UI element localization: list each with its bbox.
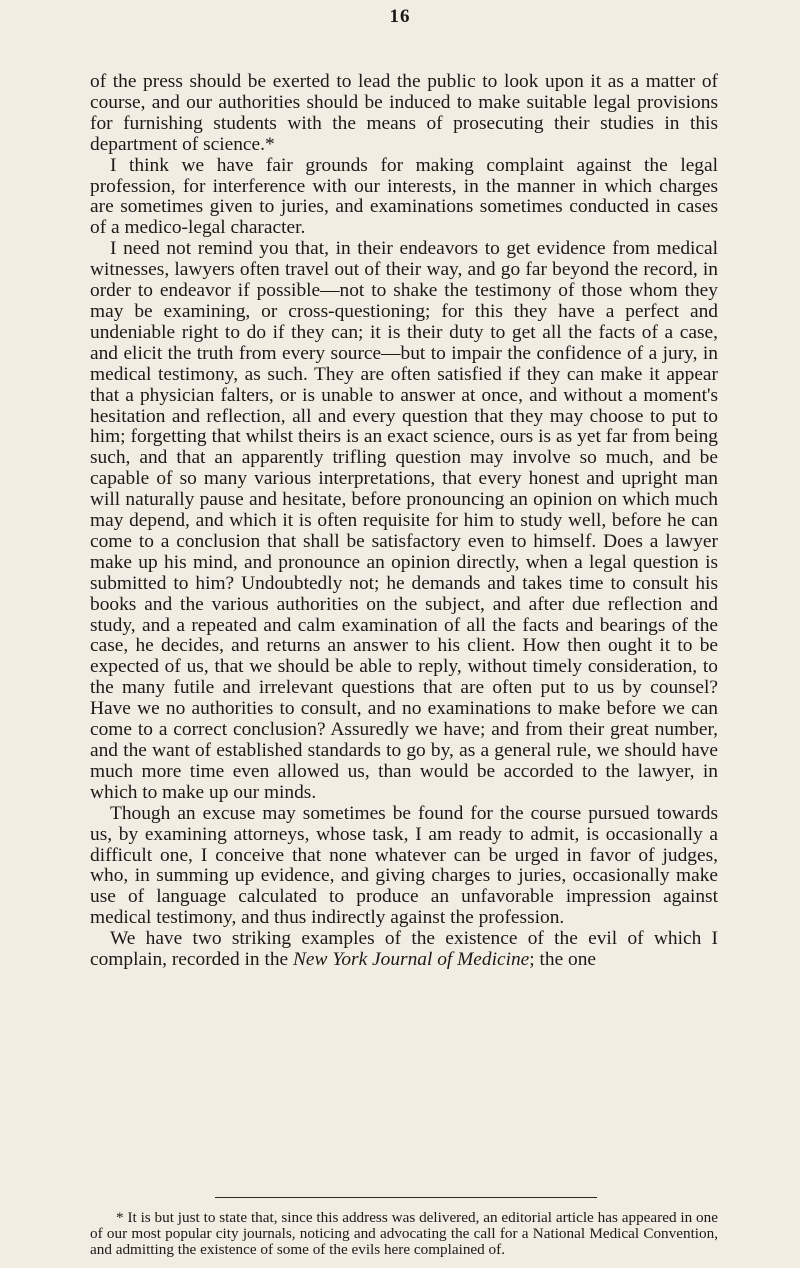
paragraph-3: I need not remind you that, in their endeavors to get evidence from medical witnesses, lawyers often travel out of their way, and go far beyond the record, in order to endeavor if possible—not to shake the testimony of those whom they may be examining, or cross-questioning; for this they have a perfect and undeniable right to do if they can; it is their duty to get all the facts of a case, and elicit the truth from every source—but to impair the confidence of a jury, in medical testimony, as such. They are often satisfied if they can make it appear that a physician falters, or is unable to answer at once, and without a moment's hesitation and reflection, all and every question that they may choose to put to him; forgetting that whilst theirs is an exact science, ours is as yet far from being such, and that an apparently trifling question may involve so much, and be capable of so many various interpretations, that every honest and upright man will naturally pause and hesitate, before pronouncing an opinion on which much may depend, and which it is often requisite for him to study well, before he can come to a conclusion that shall be satisfactory even to himself. Does a lawyer make up his mind, and pronounce an opinion directly, when a legal question is submitted to him? Undoubtedly not; he demands and takes time to consult his books and the various authorities on the subject, and after due reflection and study, and a repeated and calm examination of all the facts and bearings of the case, he decides, and returns an answer to his client. How then ought it to be expected of us, that we should be able to reply, without timely consideration, to the many futile and irrelevant questions that are often put to us by counsel? Have we no authorities to consult, and no examinations to make before we can come to a correct conclusion? Assuredly we have; and from their great number, and the want of established standards to go by, as a general rule, we should have much more time even allowed us, than would be accorded to the lawyer, in which to make up our minds.: [90, 238, 718, 803]
paragraph-2: I think we have fair grounds for making complaint against the legal profession, for interference with our interests, in the manner in which charges are sometimes given to juries, and examinations sometimes conducted in cases of a medico-legal character.: [90, 154, 718, 239]
paragraph-5-end: ; the one: [529, 949, 597, 971]
page-number: 16: [389, 6, 411, 27]
paragraph-1: of the press should be exerted to lead the public to look upon it as a matter of course, and our authorities should be induced to make suitable legal provisions for furnishing students with the means of prosecuting their studies in this department of science.*: [90, 71, 718, 155]
body-text: [90, 72, 718, 971]
journal-title: New York Journal of Medicine: [293, 949, 530, 971]
footnote-rule: [215, 1197, 597, 1198]
paragraph-5-start: We have two striking examples of the existence of the evil of which I complain, recorded in the: [90, 928, 718, 971]
paragraph-5: [90, 929, 718, 971]
footnote: * It is but just to state that, since this address was delivered, an editorial article has appeared in one of our most popular city journals, noticing and advocating the call for a National Medical Convention, and admitting the existence of some of the evils here complained of.: [90, 1209, 718, 1259]
paragraph-4: Though an excuse may sometimes be found for the course pursued towards us, by examining attorneys, whose task, I am ready to admit, is occasionally a difficult one, I conceive that none whatever can be urged in favor of judges, who, in summing up evidence, and giving charges to juries, occasionally make use of language calculated to produce an unfavorable impression against medical testimony, and thus indirectly against the profession.: [90, 802, 718, 929]
